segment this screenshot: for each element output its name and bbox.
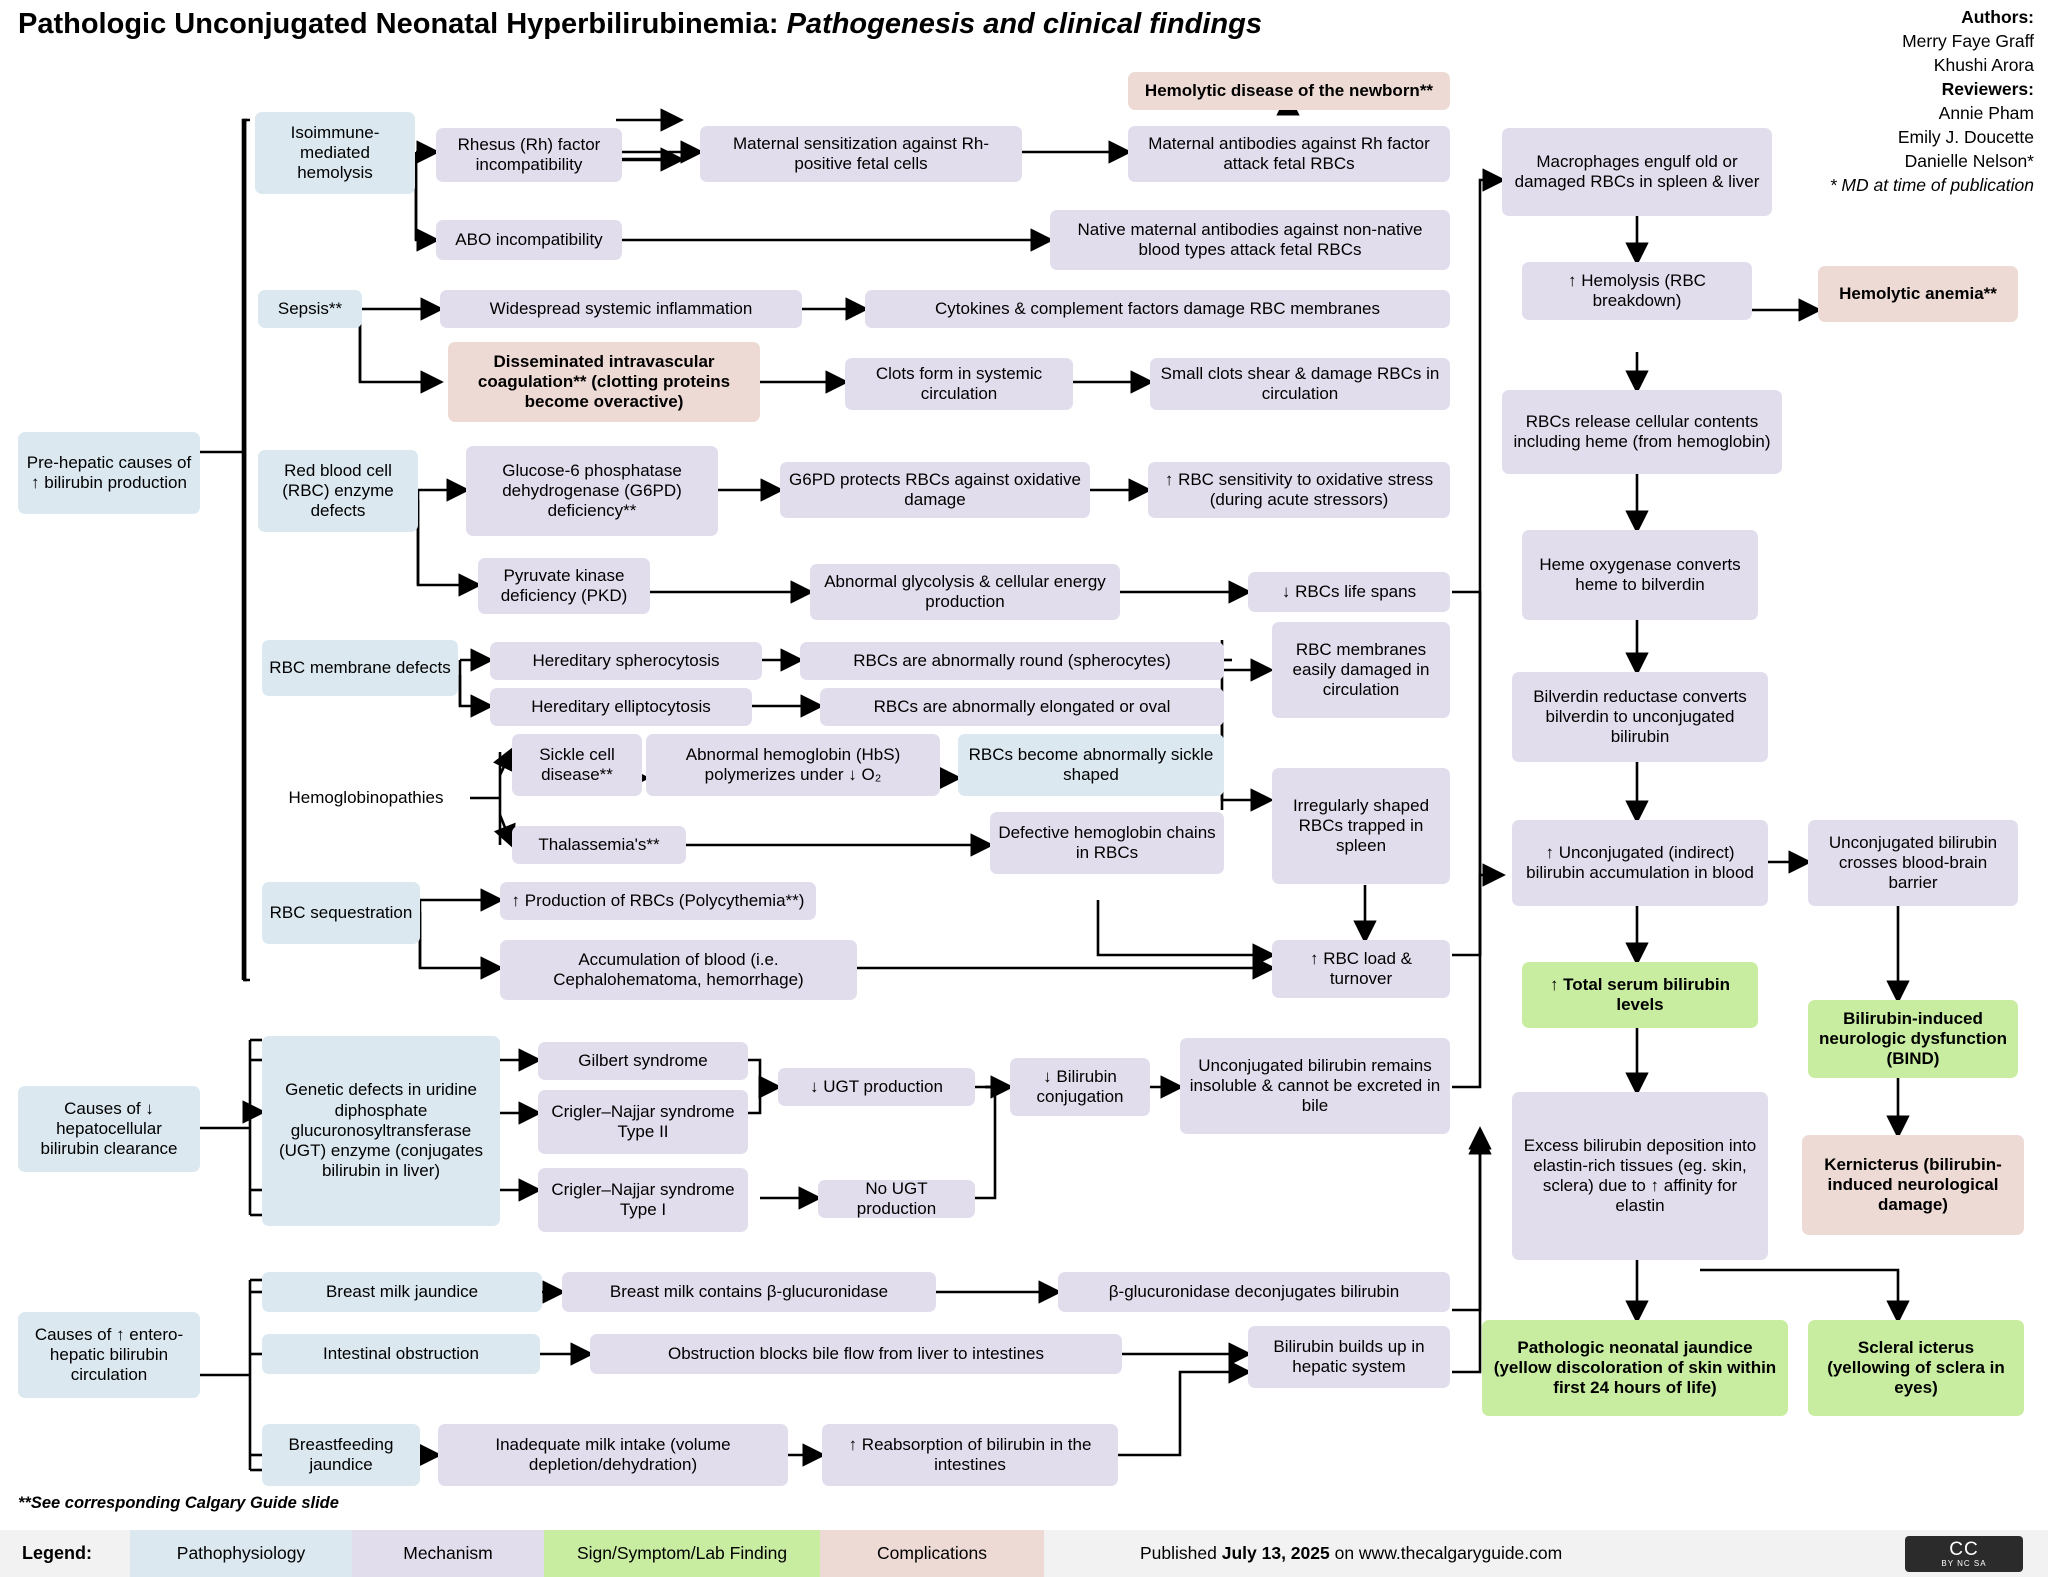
legend-pathophysiology: Pathophysiology: [130, 1530, 352, 1577]
node-hereditary-elliptocytosis: Hereditary elliptocytosis: [490, 688, 752, 726]
node-rhesus: Rhesus (Rh) factor incompatibility: [436, 128, 622, 182]
node-ugt-production-down: ↓ UGT production: [778, 1068, 975, 1106]
reviewers-label: Reviewers:: [1941, 78, 2034, 99]
node-genetic-defects-ugt: Genetic defects in uridine diphosphate glucuronosyltransferase (UGT) enzyme (conjugates bilirubin in liver): [262, 1036, 500, 1226]
node-bilirubin-builds: Bilirubin builds up in hepatic system: [1248, 1326, 1450, 1388]
node-rbcs-sickle: RBCs become abnormally sickle shaped: [958, 734, 1224, 796]
node-rbcs-elongated: RBCs are abnormally elongated or oval: [820, 688, 1224, 726]
node-causes-enterohepatic: Causes of ↑ entero-hepatic bilirubin circulation: [18, 1312, 200, 1398]
node-pkd: Pyruvate kinase deficiency (PKD): [478, 558, 650, 614]
node-bind: Bilirubin-induced neurologic dysfunction (BIND): [1808, 1000, 2018, 1078]
reviewer-1: Annie Pham: [1938, 102, 2034, 123]
node-defective-hb-chains: Defective hemoglobin chains in RBCs: [990, 812, 1224, 874]
node-rbc-load-turnover: ↑ RBC load & turnover: [1272, 940, 1450, 998]
node-g6pd-deficiency: Glucose-6 phosphatase dehydrogenase (G6PD) deficiency**: [466, 446, 718, 536]
node-sepsis: Sepsis**: [258, 290, 362, 328]
reviewer-2: Emily J. Doucette: [1897, 126, 2034, 147]
legend-mechanism: Mechanism: [352, 1530, 544, 1577]
node-crigler-najjar-1: Crigler–Najjar syndrome Type I: [538, 1168, 748, 1232]
creative-commons-icon: CC BY NC SA: [1905, 1536, 2023, 1572]
node-hemolytic-disease-newborn: Hemolytic disease of the newborn**: [1128, 72, 1450, 110]
node-rbc-membranes-damaged: RBC membranes easily damaged in circulation: [1272, 622, 1450, 718]
node-breast-milk-jaundice: Breast milk jaundice: [262, 1272, 542, 1312]
node-abo-incompatibility: ABO incompatibility: [436, 220, 622, 260]
node-rbcs-release: RBCs release cellular contents including heme (from hemoglobin): [1502, 390, 1782, 474]
node-intestinal-obstruction: Intestinal obstruction: [262, 1334, 540, 1374]
node-inadequate-milk: Inadequate milk intake (volume depletion/dehydration): [438, 1424, 788, 1486]
node-small-clots: Small clots shear & damage RBCs in circulation: [1150, 358, 1450, 410]
node-clots-form: Clots form in systemic circulation: [845, 358, 1073, 410]
legend-sign-symptom: Sign/Symptom/Lab Finding: [544, 1530, 820, 1577]
node-abnormal-hb: Abnormal hemoglobin (HbS) polymerizes under ↓ O₂: [646, 734, 940, 796]
node-causes-hepatocellular: Causes of ↓ hepatocellular bilirubin clearance: [18, 1086, 200, 1172]
node-rbc-enzyme-defects: Red blood cell (RBC) enzyme defects: [258, 450, 418, 532]
node-pathologic-jaundice: Pathologic neonatal jaundice (yellow discoloration of skin within first 24 hours of life): [1482, 1320, 1788, 1416]
node-excess-deposition: Excess bilirubin deposition into elastin-rich tissues (eg. skin, sclera) due to ↑ affinity for elastin: [1512, 1092, 1768, 1260]
node-hemolytic-anemia: Hemolytic anemia**: [1818, 266, 2018, 322]
node-unconj-insoluble: Unconjugated bilirubin remains insoluble & cannot be excreted in bile: [1180, 1038, 1450, 1134]
node-maternal-sensitization: Maternal sensitization against Rh-positive fetal cells: [700, 126, 1022, 182]
node-dic: Disseminated intravascular coagulation** (clotting proteins become overactive): [448, 342, 760, 422]
footnote: **See corresponding Calgary Guide slide: [18, 1494, 339, 1512]
node-native-maternal-antibodies: Native maternal antibodies against non-native blood types attack fetal RBCs: [1050, 210, 1450, 270]
node-rbc-life-spans: ↓ RBCs life spans: [1248, 572, 1450, 612]
node-rbcs-round: RBCs are abnormally round (spherocytes): [800, 642, 1224, 680]
legend-complications: Complications: [820, 1530, 1044, 1577]
node-deconjugates: β-glucuronidase deconjugates bilirubin: [1058, 1272, 1450, 1312]
node-breast-milk-contains: Breast milk contains β-glucuronidase: [562, 1272, 936, 1312]
node-macrophages: Macrophages engulf old or damaged RBCs in spleen & liver: [1502, 128, 1772, 216]
node-thalassemia: Thalassemia's**: [512, 826, 686, 864]
node-rbc-membrane-defects: RBC membrane defects: [262, 640, 458, 696]
node-unconj-crosses-bbb: Unconjugated bilirubin crosses blood-brain barrier: [1808, 820, 2018, 906]
author-1: Merry Faye Graff: [1902, 30, 2034, 51]
published-line: Published July 13, 2025 on www.thecalgaryguide.com: [1140, 1543, 1563, 1563]
node-polycythemia: ↑ Production of RBCs (Polycythemia**): [500, 882, 816, 920]
node-sickle-cell: Sickle cell disease**: [512, 734, 642, 796]
node-prehepatic-causes: Pre-hepatic causes of ↑ bilirubin production: [18, 432, 200, 514]
node-isoimmune: Isoimmune-mediated hemolysis: [255, 112, 415, 194]
node-hemolysis: ↑ Hemolysis (RBC breakdown): [1522, 262, 1752, 320]
node-unconj-accumulation: ↑ Unconjugated (indirect) bilirubin accumulation in blood: [1512, 820, 1768, 906]
page-title: Pathologic Unconjugated Neonatal Hyperbilirubinemia: Pathogenesis and clinical findings: [18, 8, 1262, 40]
author-2: Khushi Arora: [1933, 54, 2034, 75]
node-crigler-najjar-2: Crigler–Najjar syndrome Type II: [538, 1090, 748, 1154]
legend-label: Legend:: [22, 1543, 92, 1563]
node-no-ugt-production: No UGT production: [818, 1180, 975, 1218]
node-rbc-sensitivity: ↑ RBC sensitivity to oxidative stress (during acute stressors): [1148, 462, 1450, 518]
node-scleral-icterus: Scleral icterus (yellowing of sclera in eyes): [1808, 1320, 2024, 1416]
node-cytokines: Cytokines & complement factors damage RBC membranes: [865, 290, 1450, 328]
node-rbc-sequestration: RBC sequestration: [262, 882, 420, 944]
node-irregular-rbcs-spleen: Irregularly shaped RBCs trapped in spleen: [1272, 768, 1450, 884]
reviewer-3: Danielle Nelson*: [1904, 150, 2034, 171]
node-kernicterus: Kernicterus (bilirubin-induced neurological damage): [1802, 1135, 2024, 1235]
credits-block: [1830, 6, 2034, 198]
node-abnormal-glycolysis: Abnormal glycolysis & cellular energy production: [810, 564, 1120, 620]
node-heme-oxygenase: Heme oxygenase converts heme to bilverdin: [1522, 530, 1758, 620]
node-bilirubin-conjugation: ↓ Bilirubin conjugation: [1010, 1058, 1150, 1116]
node-bilverdin-reductase: Bilverdin reductase converts bilverdin to unconjugated bilirubin: [1512, 672, 1768, 762]
node-reabsorption: ↑ Reabsorption of bilirubin in the intestines: [822, 1424, 1118, 1486]
node-breastfeeding-jaundice: Breastfeeding jaundice: [262, 1424, 420, 1486]
authors-label: Authors:: [1961, 7, 2034, 27]
node-maternal-antibodies-rh: Maternal antibodies against Rh factor attack fetal RBCs: [1128, 126, 1450, 182]
node-obstruction-blocks: Obstruction blocks bile flow from liver to intestines: [590, 1334, 1122, 1374]
node-gilbert: Gilbert syndrome: [538, 1042, 748, 1080]
node-accumulation-blood: Accumulation of blood (i.e. Cephalohematoma, hemorrhage): [500, 940, 857, 1000]
node-g6pd-protects: G6PD protects RBCs against oxidative damage: [780, 462, 1090, 518]
credits-note: * MD at time of publication: [1829, 174, 2034, 195]
node-widespread-inflammation: Widespread systemic inflammation: [440, 290, 802, 328]
node-total-serum-bilirubin: ↑ Total serum bilirubin levels: [1522, 962, 1758, 1028]
node-hemoglobinopathies: Hemoglobinopathies: [288, 787, 444, 807]
node-hereditary-spherocytosis: Hereditary spherocytosis: [490, 642, 762, 680]
